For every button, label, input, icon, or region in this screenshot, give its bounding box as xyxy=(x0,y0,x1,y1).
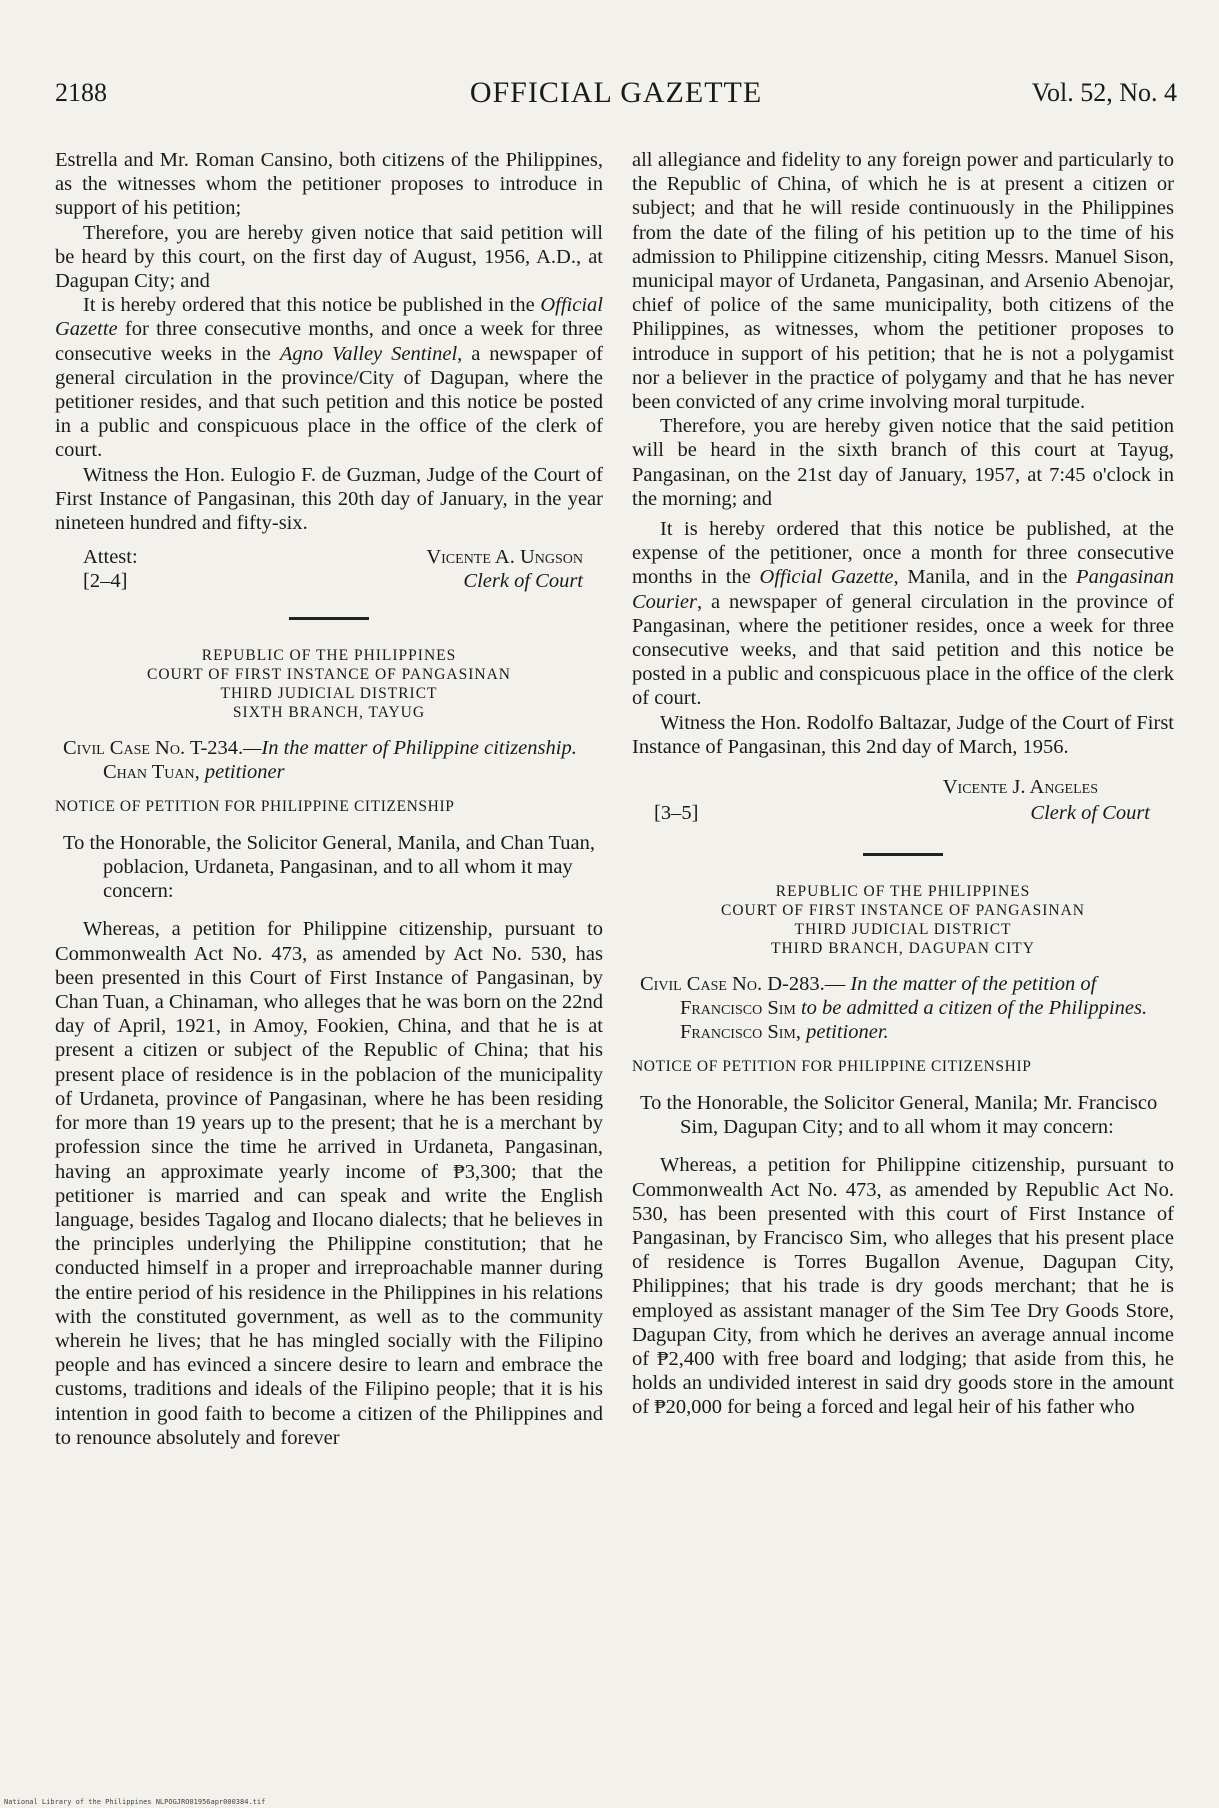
notice-heading: NOTICE OF PETITION FOR PHILIPPINE CITIZENSHIP xyxy=(632,1057,1032,1075)
divider xyxy=(289,617,369,620)
clerk-name: Vicente A. Ungson xyxy=(426,546,583,569)
case-title: Civil Case No. T-234.—In the matter of Philippine citizenship. Chan Tuan, petitioner xyxy=(63,737,577,784)
paragraph: all allegiance and fidelity to any foreign power and particularly to the Republic of China, of which he is at present a citizen or subject; and that he will reside continuously in the Philippines from the date of the filing of his petition up to the time of his admission to Philippine citizenship, citing Messrs. Manuel Sison, municipal mayor of Urdaneta, Pangasinan, and Arsenio Abenojar, chief of police of the same municipality, both citizens of the Philippines, as witnesses, whom the petitioner proposes to introduce in support of his petition; that he is not a polygamist nor a believer in the practice of polygamy and that he has never been convicted of any crime involving moral turpitude. xyxy=(632,149,1174,414)
right-column xyxy=(632,148,1174,1420)
notice-reference: [3–5] xyxy=(654,802,699,825)
address-paragraph: To the Honorable, the Solicitor General, Manila, and Chan Tuan, poblacion, Urdaneta, Pangasinan, and to all whom it may concern: xyxy=(63,831,596,903)
case-title: Civil Case No. D-283.— In the matter of the petition of Francisco Sim to be admitted a citizen of the Philippines. Francisco Sim, petitioner. xyxy=(640,973,1148,1044)
petition-body: Whereas, a petition for Philippine citizenship, pursuant to Commonwealth Act No. 473, as amended by Republic Act No. 530, has been presented with this court of First Instance of Pangasinan, by Francisco Sim, who alleges that his present place of residence is Torres Bugallon Avenue, Dagupan City, Philippines; that his trade is dry goods merchant; that he is employed as assistant manager of the Sim Tee Dry Goods Store, Dagupan City, from which he derives an average annual income of ₱2,400 with free board and lodging; that aside from this, he holds an undivided interest in said dry goods store in the amount of ₱20,000 for being a forced and legal heir of his father who xyxy=(632,1154,1174,1419)
clerk-name: Vicente J. Angeles xyxy=(942,776,1098,799)
paragraph: Therefore, you are hereby given notice that the said petition will be heard in the sixth branch of this court at Tayug, Pangasinan, on the 21st day of January, 1957, at 7:45 o'clock in the morning; and xyxy=(632,415,1174,510)
page-number: 2188 xyxy=(55,78,107,107)
left-column xyxy=(55,148,603,1450)
notice-heading: NOTICE OF PETITION FOR PHILIPPINE CITIZENSHIP xyxy=(55,797,455,815)
paragraph: It is hereby ordered that this notice be published in the Official Gazette for three consecutive months, and once a week for three consecutive weeks in the Agno Valley Sentinel, a newspaper of general circulation in the province/City of Dagupan, where the petitioner resides, and that such petition and this notice be posted in a public and conspicuous place in the office of the clerk of court. xyxy=(55,294,603,462)
clerk-title: Clerk of Court xyxy=(1030,802,1150,825)
petition-body: Whereas, a petition for Philippine citizenship, pursuant to Commonwealth Act No. 473, as amended by Act No. 530, has been presented in this Court of First Instance of Pangasinan, by Chan Tuan, a Chinaman, who alleges that he was born on the 22nd day of April, 1921, in Amoy, Fookien, China, and that he is at present a citizen or subject of the Republic of China; that his present place of residence is in the poblacion of the municipality of Urdaneta, province of Pangasinan, where he has been residing for more than 19 years up to the present; that he is a merchant by profession since the time he arrived in Urdaneta, Pangasinan, having an approximate yearly income of ₱3,300; that the petitioner is married and can speak and write the English language, besides Tagalog and Ilocano dialects; that he believes in the principles underlying the Philippine constitution; that he conducted himself in a proper and irreproachable manner during the entire period of his residence in the Philippines in his relations with the constituted government, as well as to the community wherein he lives; that he has mingled socially with the Filipino people and has evinced a sincere desire to learn and embrace the customs, traditions and ideals of the Filipino people; that it is his intention in good faith to become a citizen of the Philippines and to renounce absolutely and forever xyxy=(55,918,603,1449)
court-heading: REPUBLIC OF THE PHILIPPINES COURT OF FIRST INSTANCE OF PANGASINAN THIRD JUDICIAL DISTRICT THIRD BRANCH, DAGUPAN CITY xyxy=(721,883,1085,958)
volume-number: Vol. 52, No. 4 xyxy=(1031,78,1177,107)
signature-block xyxy=(55,545,603,595)
page-header xyxy=(55,78,1177,118)
paragraph: It is hereby ordered that this notice be published, at the expense of the petitioner, once a month for three consecutive months in the Official Gazette, Manila, and in the Pangasinan Courier, a newspaper of general circulation in the province of Pangasinan, where the petitioner resides, once a week for three consecutive weeks, and that said petition and this notice be posted in a public and conspicuous place in the office of the clerk of court. xyxy=(632,518,1174,710)
attest-label: Attest: xyxy=(83,546,138,569)
scan-footer: National Library of the Philippines NLPOGJRO01956apr000384.tif xyxy=(4,1798,266,1806)
clerk-title: Clerk of Court xyxy=(463,570,583,593)
notice-reference: [2–4] xyxy=(83,570,128,593)
paragraph: Witness the Hon. Eulogio F. de Guzman, Judge of the Court of First Instance of Pangasinan, this 20th day of January, in the year nineteen hundred and fifty-six. xyxy=(55,463,603,535)
signature-block xyxy=(632,775,1174,831)
address-paragraph: To the Honorable, the Solicitor General, Manila; Mr. Francisco Sim, Dagupan City; and to all whom it may concern: xyxy=(640,1091,1158,1139)
court-heading: REPUBLIC OF THE PHILIPPINES COURT OF FIRST INSTANCE OF PANGASINAN THIRD JUDICIAL DISTRICT SIXTH BRANCH, TAYUG xyxy=(147,647,511,722)
paragraph: Witness the Hon. Rodolfo Baltazar, Judge of the Court of First Instance of Pangasinan, this 2nd day of March, 1956. xyxy=(632,711,1174,758)
paragraph: Estrella and Mr. Roman Cansino, both citizens of the Philippines, as the witnesses whom the petitioner proposes to introduce in support of his petition; xyxy=(55,149,603,220)
paragraph: Therefore, you are hereby given notice that said petition will be heard by this court, on the first day of August, 1956, A.D., at Dagupan City; and xyxy=(55,221,603,293)
divider xyxy=(863,853,943,856)
publication-title: OFFICIAL GAZETTE xyxy=(469,76,763,109)
